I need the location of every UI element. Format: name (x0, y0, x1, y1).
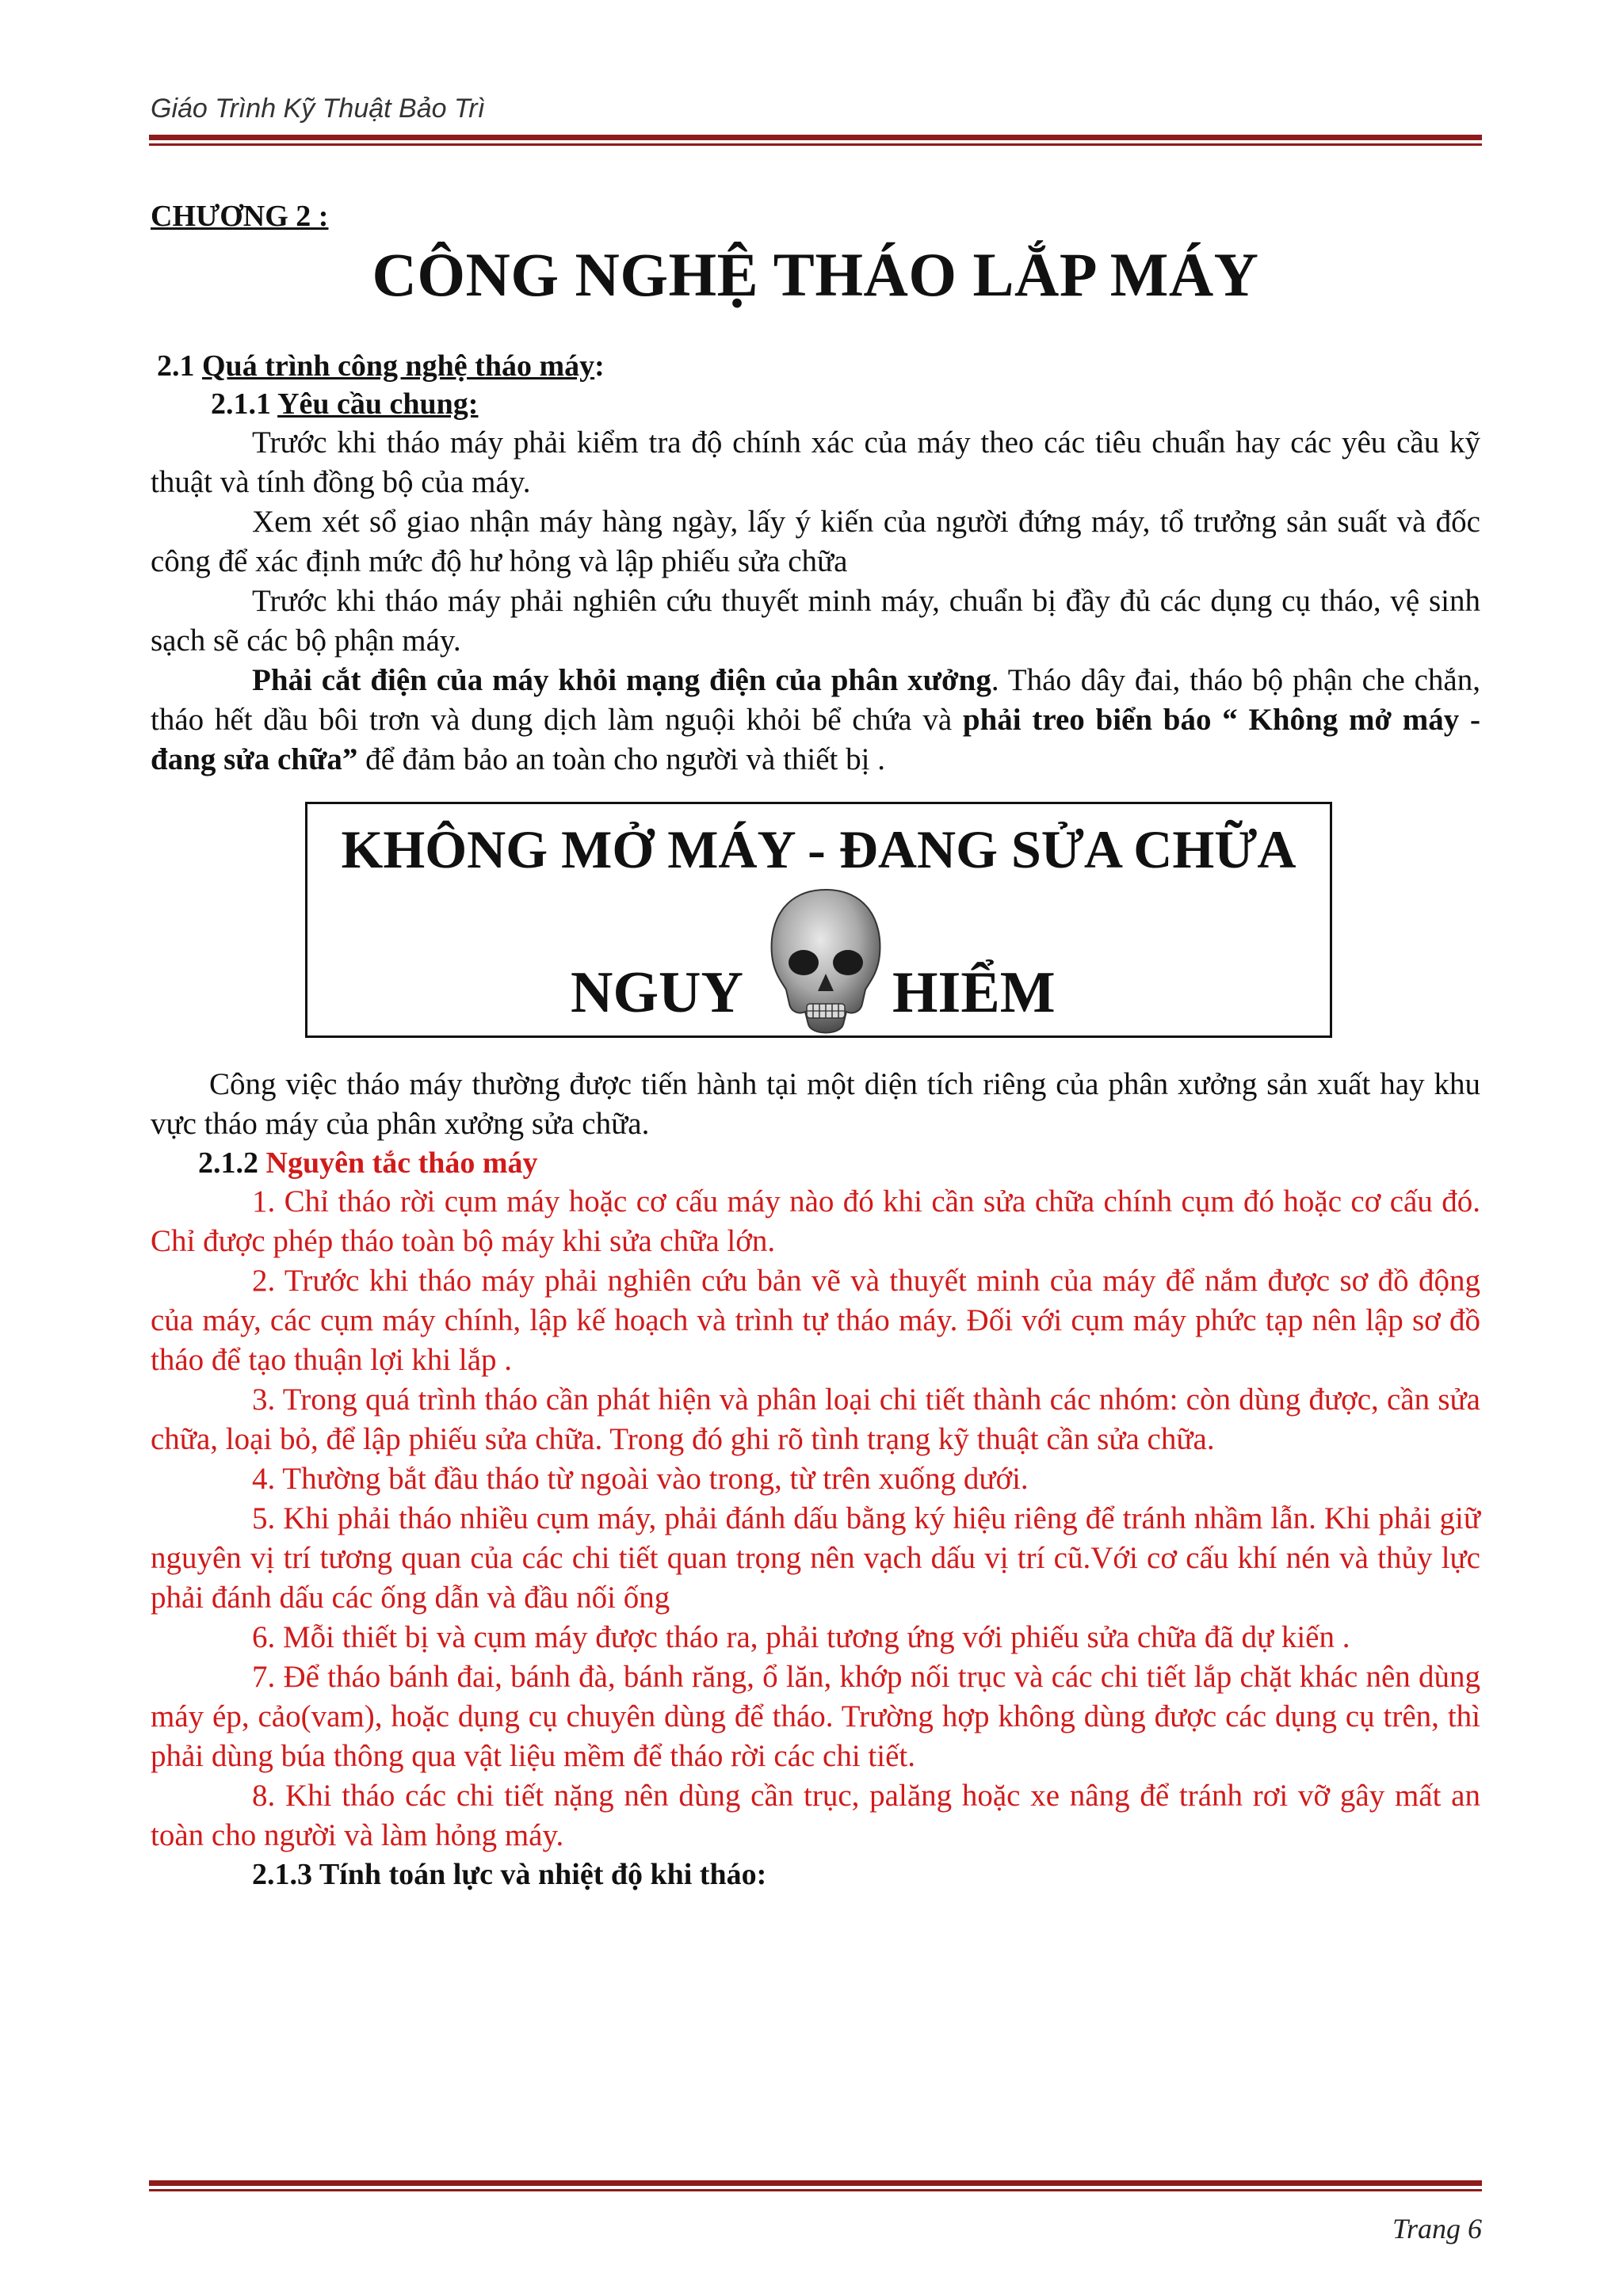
header-rule (149, 135, 1482, 146)
section-2-1-2-heading (151, 1144, 1480, 1182)
section-2-1-1-heading (151, 385, 1480, 423)
section-2-1-1-title: Yêu cầu chung: (277, 387, 479, 421)
section-2-1-2-number: 2.1.2 (198, 1146, 258, 1180)
section-2-1-heading (151, 347, 1480, 385)
paragraph-study-manual: Trước khi tháo máy phải nghiên cứu thuyết minh máy, chuẩn bị đầy đủ các dụng cụ tháo, vệ sinh sạch sẽ các bộ phận máy. (151, 584, 1480, 658)
section-2-1-2-title: Nguyên tắc tháo máy (265, 1146, 538, 1180)
paragraph-disassembly-area: Công việc tháo máy thường được tiến hành tại một diện tích riêng của phân xưởng sản xuất hay khu vực tháo máy của phân xưởng sửa chữa. (151, 1067, 1480, 1141)
warning-sign-title: KHÔNG MỞ MÁY - ĐANG SỬA CHỮA (341, 819, 1296, 879)
principle-item: 6. Mỗi thiết bị và cụm máy được tháo ra, phải tương ứng với phiếu sửa chữa đã dự kiến . (252, 1620, 1350, 1654)
section-2-1-title: Quá trình công nghệ tháo máy (202, 349, 595, 383)
section-2-1-3-heading: 2.1.3 Tính toán lực và nhiệt độ khi tháo: (252, 1858, 767, 1891)
chapter-label: CHƯƠNG 2 : (151, 200, 329, 233)
cut-power-text: . Tháo dây đai, tháo bộ phận che chắn, tháo hết dầu bôi trơn và dung dịch làm nguội khỏi bể chứa và (151, 663, 1480, 737)
principle-item: 1. Chỉ tháo rời cụm máy hoặc cơ cấu máy nào đó khi cần sửa chữa chính cụm đó hoặc cơ cấu đó. Chỉ được phép tháo toàn bộ máy khi sửa chữa lớn. (151, 1184, 1480, 1258)
section-2-1-1-number: 2.1.1 (211, 387, 271, 421)
chapter-title: CÔNG NGHỆ THÁO LẮP MÁY (372, 240, 1259, 309)
page-number: Trang 6 (1392, 2213, 1482, 2245)
principle-item: 5. Khi phải tháo nhiều cụm máy, phải đánh dấu bằng ký hiệu riêng để tránh nhầm lẫn. Khi phải giữ nguyên vị trí tương quan của các chi tiết quan trọng nên vạch dấu vị trí cũ.Với cơ cấu khí nén và thủy lực phải đánh dấu các ống dẫn và đầu nối ống (151, 1501, 1480, 1615)
principle-item: 4. Thường bắt đầu tháo từ ngoài vào trong, từ trên xuống dưới. (252, 1462, 1029, 1496)
safety-text: để đảm bảo an toàn cho người và thiết bị . (357, 742, 885, 776)
page-header-title: Giáo Trình Kỹ Thuật Bảo Trì (151, 93, 486, 124)
section-2-1-number: 2.1 (157, 349, 195, 383)
principle-item: 7. Để tháo bánh đai, bánh đà, bánh răng, ổ lăn, khớp nối trục và các chi tiết lắp chặt khác nên dùng máy ép, cảo(vam), hoặc dụng cụ chuyên dùng để tháo. Trường hợp không dùng được các dụng cụ trên, thì phải dùng búa thông qua vật liệu mềm để tháo rời các chi tiết. (151, 1660, 1480, 1773)
cut-power-bold: Phải cắt điện của máy khỏi mạng điện của phân xưởng (252, 663, 991, 697)
hang-sign-bold: phải treo biển báo “ Không mở máy - đang sửa chữa” (151, 703, 1481, 776)
warning-sign (305, 802, 1332, 1038)
paragraph-check-accuracy: Trước khi tháo máy phải kiểm tra độ chính xác của máy theo các tiêu chuẩn hay các yêu cầu kỹ thuật và tính đồng bộ của máy. (151, 425, 1480, 499)
warning-sign-right-word: HIỂM (892, 960, 1056, 1025)
paragraph-cut-power (151, 661, 1480, 780)
footer-rule (149, 2180, 1482, 2191)
skull-icon (762, 885, 889, 1043)
principle-item: 8. Khi tháo các chi tiết nặng nên dùng cần trục, palăng hoặc xe nâng để tránh rơi vỡ gây mất an toàn cho người và làm hỏng máy. (151, 1779, 1480, 1852)
principle-item: 2. Trước khi tháo máy phải nghiên cứu bản vẽ và thuyết minh của máy để nắm được sơ đồ động của máy, các cụm máy chính, lập kế hoạch và trình tự tháo máy. Đối với cụm máy phức tạp nên lập sơ đồ tháo để tạo thuận lợi khi lắp . (151, 1264, 1480, 1377)
section-2-1-colon: : (594, 349, 605, 383)
paragraph-handover-log: Xem xét sổ giao nhận máy hàng ngày, lấy ý kiến của người đứng máy, tổ trưởng sản suất và đốc công để xác định mức độ hư hỏng và lập phiếu sửa chữa (151, 505, 1480, 578)
warning-sign-left-word: NGUY (571, 960, 743, 1025)
principle-item: 3. Trong quá trình tháo cần phát hiện và phân loại chi tiết thành các nhóm: còn dùng được, cần sửa chữa, loại bỏ, để lập phiếu sửa chữa. Trong đó ghi rõ tình trạng kỹ thuật cần sửa chữa. (151, 1383, 1480, 1456)
page-content (151, 198, 1480, 1894)
